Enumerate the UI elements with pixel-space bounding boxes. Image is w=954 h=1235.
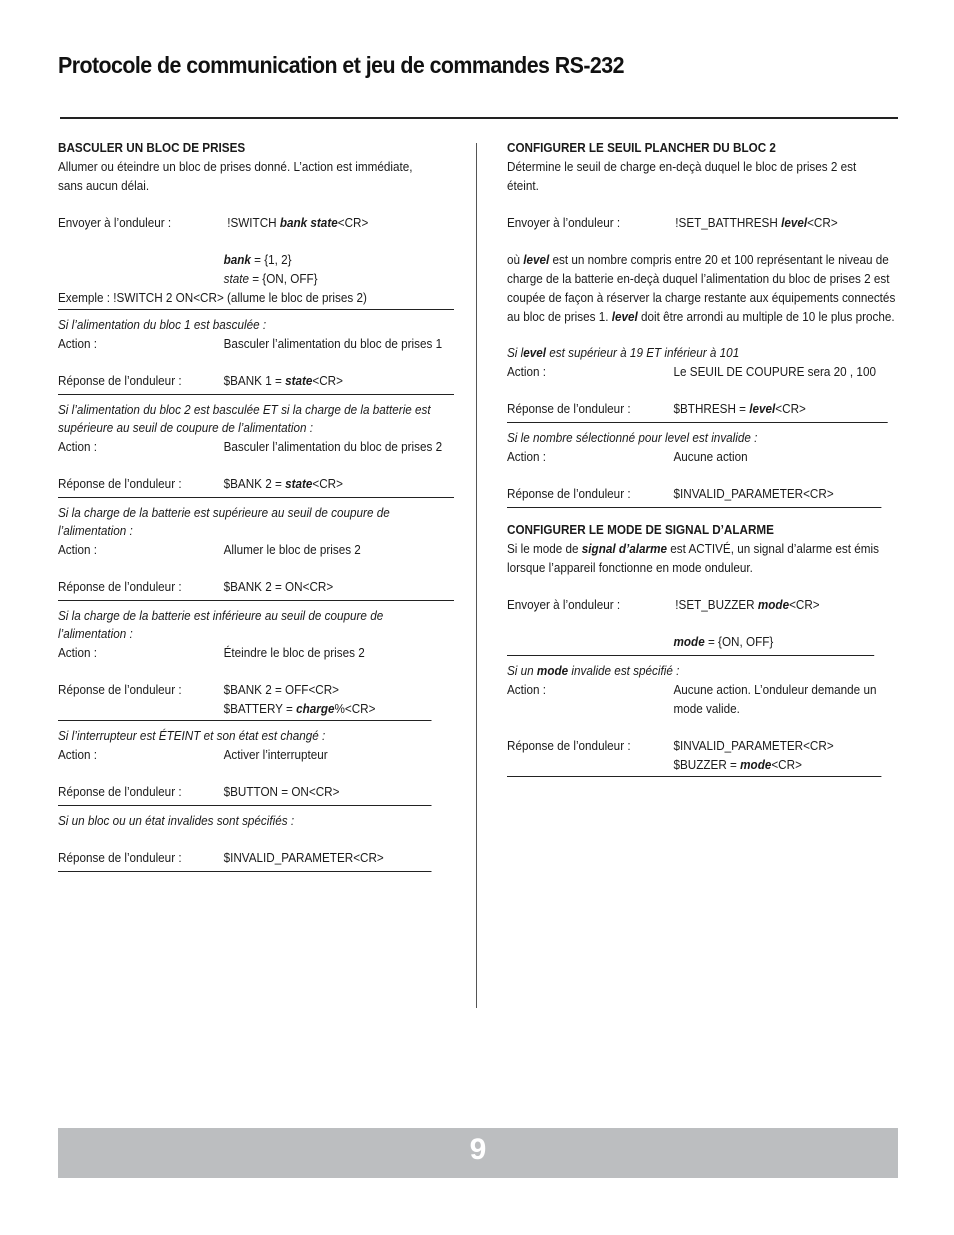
section-heading-threshold: CONFIGURER LE SEUIL PLANCHER DU BLOC 2 <box>507 140 776 155</box>
send-command: !SET_BATTHRESH level<CR> <box>675 215 838 230</box>
response-value: $BANK 2 = state<CR> <box>223 476 343 491</box>
send-label: Envoyer à l’onduleur : <box>507 597 621 612</box>
bank-values: = {1, 2} <box>250 252 292 267</box>
case-condition: Si un mode invalide est spécifié : <box>507 663 680 678</box>
response-value: $BANK 2 = OFF<CR> <box>223 682 340 697</box>
response-row <box>58 577 454 596</box>
action-row <box>58 745 454 764</box>
page-number: 9 <box>469 1133 487 1166</box>
case-condition: Si level est supérieur à 19 ET inférieur à 101 <box>507 345 740 360</box>
divider <box>507 655 874 656</box>
action-row: Action : Le SEUIL DE COUPURE sera 20 , 100 <box>507 364 876 379</box>
action-label: Action : <box>58 542 98 557</box>
response-row <box>58 474 454 493</box>
action-value: Éteindre le bloc de prises 2 <box>223 645 365 660</box>
action-value: Aucune action <box>673 449 748 464</box>
response-value: $INVALID_PARAMETER<CR> <box>223 850 384 865</box>
action-value: Allumer le bloc de prises 2 <box>223 542 361 557</box>
send-label: Envoyer à l’onduleur : <box>58 215 172 230</box>
case-condition: Si le nombre sélectionné pour level est invalide : <box>507 430 758 445</box>
case-condition: Si l’interrupteur est ÉTEINT et son état est changé : <box>58 728 326 743</box>
response-label: Réponse de l’onduleur : <box>58 850 182 865</box>
column-divider <box>476 143 477 1008</box>
action-row: Action : Aucune action <box>507 449 748 464</box>
response-value: $BANK 2 = ON<CR> <box>223 579 334 594</box>
state-var: state <box>223 271 249 286</box>
case-condition: Si l’alimentation du bloc 1 est basculée : <box>58 317 267 332</box>
command-name: !SWITCH <box>227 215 280 230</box>
divider <box>58 600 454 601</box>
action-value: Le SEUIL DE COUPURE sera 20 , 100 <box>673 364 876 379</box>
response-row: Réponse de l’onduleur : $BTHRESH = level<CR> <box>507 401 806 416</box>
action-row <box>58 334 454 353</box>
response-value: $BUTTON = ON<CR> <box>223 784 340 799</box>
bank-definition <box>58 250 454 269</box>
level-description: où level est un nombre compris entre 20 et 100 représentant le niveau de charge de la batterie en-deçà duquel l’alimentation du bloc de prises 2 est coupée de façon à réserver la charge restante aux équipements connectés au bloc de prises 1. level doit être arrondi au multiple de 10 le plus proche. <box>507 252 896 324</box>
response-label: Réponse de l’onduleur : <box>58 784 182 799</box>
send-label: Envoyer à l’onduleur : <box>507 215 621 230</box>
response-row <box>58 680 454 699</box>
action-label: Action : <box>58 439 98 454</box>
send-command-row <box>58 213 454 232</box>
response-value: $BTHRESH = level<CR> <box>673 401 806 416</box>
response-value: $INVALID_PARAMETER<CR> <box>673 738 834 753</box>
response-label: Réponse de l’onduleur : <box>58 476 182 491</box>
action-label: Action : <box>58 336 98 351</box>
response-row <box>58 371 454 390</box>
divider <box>507 422 888 423</box>
response-label: Réponse de l’onduleur : <box>58 373 182 388</box>
page-title: Protocole de communication et jeu de commandes RS-232 <box>58 52 624 78</box>
response-row <box>58 782 454 801</box>
response-value: $BANK 1 = state<CR> <box>223 373 343 388</box>
response-row: Réponse de l’onduleur : $INVALID_PARAMETER<CR> <box>507 738 834 753</box>
response-label: Réponse de l’onduleur : <box>58 682 182 697</box>
action-value: Activer l’interrupteur <box>223 747 328 762</box>
divider <box>507 776 881 777</box>
example-line: Exemple : !SWITCH 2 ON<CR> (allume le bloc de prises 2) <box>58 290 367 305</box>
action-row: Action : Aucune action. L’onduleur demande un mode valide. <box>507 680 899 718</box>
bank-var: bank <box>223 252 251 267</box>
case-condition: Si l’alimentation du bloc 2 est basculée ET si la charge de la batterie est supérieure au seuil de coupure de l’alimentation : <box>58 402 431 435</box>
section-intro-threshold: Détermine le seuil de charge en-deçà duquel le bloc de prises 2 est éteint. <box>507 159 857 193</box>
divider <box>58 497 454 498</box>
mode-definition: mode = {ON, OFF} <box>673 634 774 649</box>
section-heading-alarm: CONFIGURER LE MODE DE SIGNAL D’ALARME <box>507 522 774 537</box>
right-column <box>507 139 899 783</box>
response-label: Réponse de l’onduleur : <box>58 579 182 594</box>
response-value-2: $BATTERY = charge%<CR> <box>223 701 376 716</box>
action-row <box>58 643 454 662</box>
action-row <box>58 437 454 456</box>
action-value: Aucune action. L’onduleur demande un mode valide. <box>673 682 877 716</box>
response-row-2 <box>58 699 454 718</box>
response-value-2: $BUZZER = mode<CR> <box>673 757 802 772</box>
action-row <box>58 540 454 559</box>
action-label: Action : <box>58 747 98 762</box>
divider <box>58 720 432 721</box>
title-divider <box>60 117 898 119</box>
section-intro-switch: Allumer ou éteindre un bloc de prises donné. L’action est immédiate, sans aucun délai. <box>58 159 413 193</box>
state-definition <box>58 269 454 288</box>
response-row <box>58 848 454 867</box>
divider <box>58 394 454 395</box>
action-label: Action : <box>58 645 98 660</box>
divider <box>58 871 432 872</box>
command-suffix: <CR> <box>337 215 369 230</box>
page-footer <box>58 1128 898 1178</box>
send-command-row <box>507 213 899 232</box>
section-heading-switch: BASCULER UN BLOC DE PRISES <box>58 140 246 155</box>
command-args: bank state <box>279 215 338 230</box>
response-value: $INVALID_PARAMETER<CR> <box>673 486 834 501</box>
divider <box>507 507 881 508</box>
case-condition: Si la charge de la batterie est supérieure au seuil de coupure de l’alimentation : <box>58 505 390 538</box>
state-values: = {ON, OFF} <box>248 271 318 286</box>
response-row-2 <box>507 755 899 774</box>
send-command <box>227 213 368 232</box>
divider <box>58 309 454 310</box>
case-condition: Si un bloc ou un état invalides sont spécifiés : <box>58 813 295 828</box>
case-condition: Si la charge de la batterie est inférieure au seuil de coupure de l’alimentation : <box>58 608 384 641</box>
response-row: Réponse de l’onduleur : $INVALID_PARAMETER<CR> <box>507 486 834 501</box>
section-intro-alarm: Si le mode de signal d’alarme est ACTIVÉ, un signal d’alarme est émis lorsque l’appareil fonctionne en mode onduleur. <box>507 541 879 575</box>
divider <box>58 805 432 806</box>
action-value: Basculer l’alimentation du bloc de prises 1 <box>223 336 443 351</box>
send-command: !SET_BUZZER mode<CR> <box>675 597 820 612</box>
left-column <box>58 139 453 878</box>
send-command-row <box>507 595 899 614</box>
action-value: Basculer l’alimentation du bloc de prises 2 <box>223 439 443 454</box>
